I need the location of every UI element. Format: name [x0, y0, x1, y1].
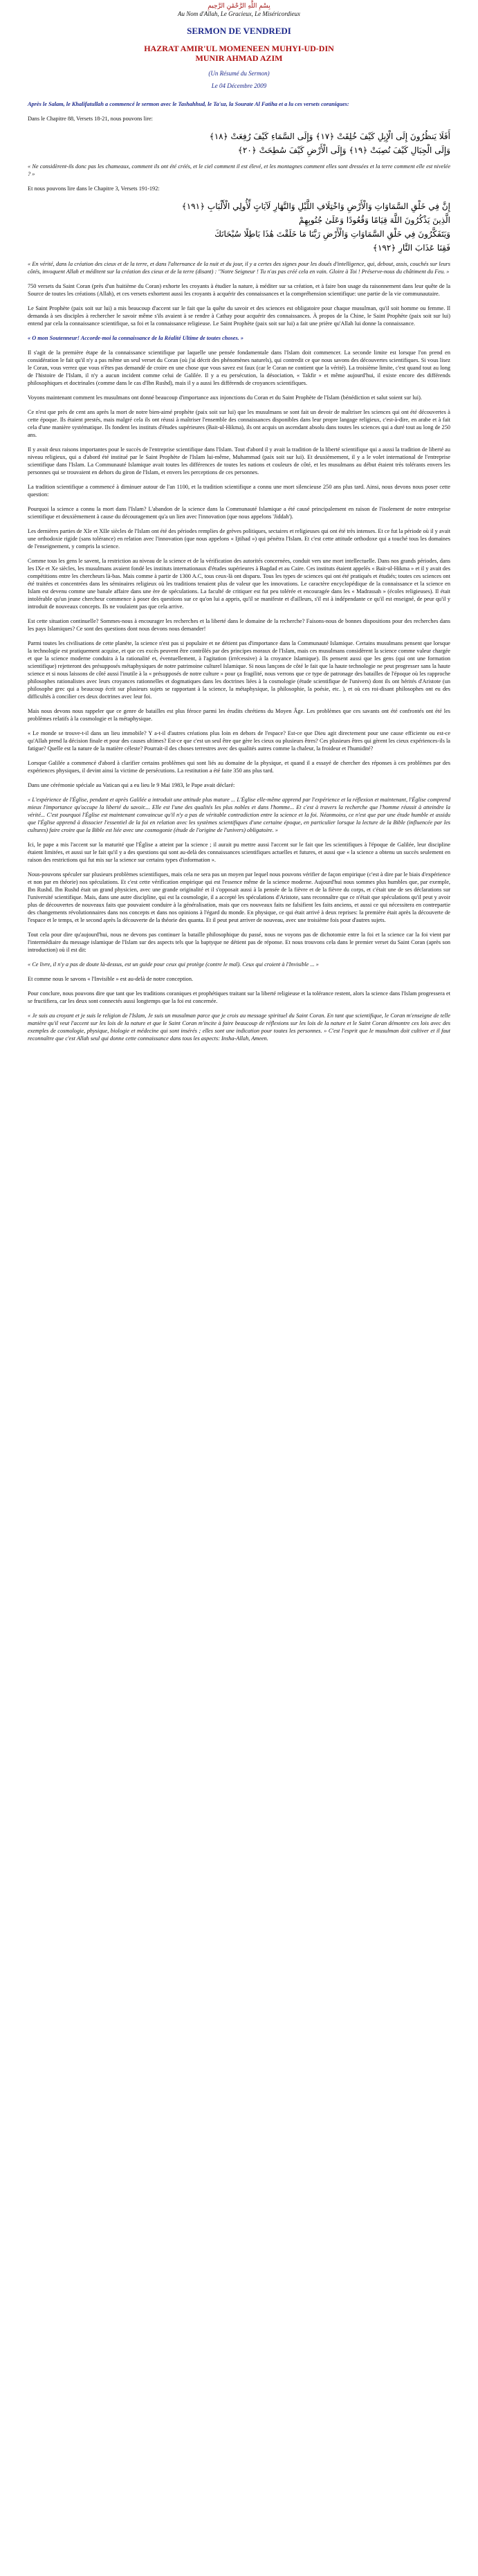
bismillah: بِسْمِ اللَّهِ الرَّحْمَٰنِ الرَّحِيمِ — [208, 3, 270, 10]
sermon-paragraph: La tradition scientifique a commencé à diminuer autour de l'an 1100, et la tradition scientifique a connu une mort silencieuse 250 ans plus tard. Ainsi, nous devons nous poser cette question: — [28, 484, 450, 498]
sermon-paragraph: Nous-pouvons spéculer sur plusieurs problèmes scientifiques, mais cela ne sera pas un moyen par lequel nous pouvons vérifier de façon empirique (c'est à dire par le biais d'expérience et non par en théorie) nos spéculations. Et c'est cette vérification empirique qui est l'essence même de la science moderne. Aujourd'hui nous sommes plus humbles que, par exemple, Ibn Rushd. Ibn Rushd était un grand physicien, avec une grande originalité et il s'opposait aussi à la pensée de la fièvre et de la fièvre du corps, et c'était une de ses déclarations sur l'université scientifique. Mais, dans une autre discipline, qui est la cosmologie, il a accepté les spéculations d'Aristote, sans reconnaître que ce n'était que spéculations qu'il peut y avoir plus de découvertes de nouveaux faits que pouvaient conduire à la généralisation, mais que ces nouveaux faits ne falsifient les faits anciens, et aussi ce qui nécessitera en contrepartie des changements révolutionnaires dans nos concepts et dans nos opinions à l'égard du monde. En physique, ce qui était arrivé à deux reprises: la première était après la découverte de l'espace et le temps, et le second après la découverte de la théorie des quanta. Et il peut peut arriver de nouveau, avec une troisième fois pour d'autres sujets. — [28, 871, 450, 923]
sermon-paragraph: Le Saint Prophète (paix soit sur lui) a mis beaucoup d'accent sur le fait que la quête du savoir et des sciences est obligatoire pour chaque musulman, qu'il soit homme ou femme. Il demanda à ses disciples à rechercher le savoir même s'ils avaient à se rendre à Cathay pour acquérir des connaissances. À propos de la Chine, le Saint Prophète (paix soit sur lui) entend par cela la connaissance scientifique, sa foi et la connaissance religieuse. Le Saint Prophète (paix soit sur lui) a fait une prière qu'Allah lui donne la connaissance. — [28, 305, 450, 327]
sermon-paragraph: Comme tous les gens le savent, la restriction au niveau de la science et de la vérification des autorités concernées, conduit vers une mort intellectuelle. Dans nos grands périodes, dans les IXe et Xe siècles, les musulmans avaient fondé les instituts internationaux d'études supérieures à Bagdad et au Caire. Ces instituts étaient appelés « Bait-ul-Hikma » et il y avait des compétitions entre les chercheurs là-bas. Mais comme à partir de 1300 A.C, tous ceux-là ont disparu. Tous les types de sciences qui ont été pratiqués et étudiés; toutes ces sciences ont été traitées et concentrées dans les séminaires religieux où les traditions tenaient plus de valeur que les innovations. Le caractère encyclopédique de la connaissance et la science en Islam est devenu comme une banale affaire dans une ère de spéculations. La faculté de critiquer est fut peu tolérée et encouragée dans les « Madrassah » (écoles religieuses). Il était intolérable qu'un jeune chercheur commence à poser des questions sur ce qu'on lui a appris, qu'il se manifeste et d'ailleurs, s'il est à indépendante ce qu'il est enseigné, de peur qu'il y introduit de nouveaux concepts. Ils ne voulaient pas que cela arrive. — [28, 558, 450, 610]
sermon-paragraph: « L'expérience de l'Église, pendant et après Galilée a introduit une attitude plus mature ... L'Église elle-même apprend par l'expérience et la réflexion et maintenant, l'Église comprend mieux l'importance qu'occupe la liberté du savoir.... Elle est l'une des qualités les plus nobles et dans l'homme... Et c'est à travers la recherche que l'homme réussit à atteindre la vérité... C'est pourquoi l'Église est maintenant convaincue qu'il n'y a pas de véritable contradiction entre la science et la foi. Néanmoins, ce n'est que par une étude humble et assidu que l'Église apprend à dissocier l'essentiel de la foi en relation avec les systèmes scientifiques d'une certaine époque, en particulier lorsque la lecture de la Bible (influencée par les cultures) faire croire que la Bible est liée avec une cosmogonie (étude de l'origine de l'univers) obligatoire. » — [28, 797, 450, 833]
sermon-paragraph: Est cette situation continuelle? Sommes-nous à encourager les recherches et la liberté dans le domaine de la recherche? Faisons-nous de bonnes dispositions pour des recherches dans les pays Islamiques? Ce sont des questions dont nous devons nous demander! — [28, 618, 450, 632]
quote-88: « Ne considèrent-ils donc pas les chameaux, comment ils ont été créés, et le ciel comment il est élevé, et les montagnes comment elles sont dressées et la terre comment elle est nivelée ? » — [28, 163, 450, 177]
quote-3: « En vérité, dans la création des cieux et de la terre, et dans l'alternance de la nuit et du jour, il y a certes des signes pour les doués d'intelligence, qui, debout, assis, couchés sur leurs côtés, invoquent Allah et méditent sur la création des cieux et de la terre (disant) : "Notre Seigneur ! Tu n'as pas créé cela en vain. Gloire à Toi ! Préserve-nous du châtiment du Feu. » — [28, 261, 450, 275]
arabic-line: فَقِنَا عَذَابَ النَّارِ ﴿١٩٢﴾ — [372, 243, 450, 253]
speaker-line-2: MUNIR AHMAD AZIM — [195, 53, 283, 63]
sermon-date: Le 04 Décembre 2009 — [211, 82, 267, 89]
sermon-paragraph: Mais nous devons nous rappeler que ce genre de batailles est plus féroce parmi les érudits chrétiens du Moyen Âge. Les problèmes que ces savants ont été confrontés ont été les problèmes relatifs à la cosmologie et la métaphysique. — [28, 708, 450, 722]
sermon-paragraph: Ici, le pape a mis l'accent sur la maturité que l'Église a atteint par la science ; il aurait pu mettre aussi l'accent sur le fait que les scientifiques à l'époque de Galilée, leur discipline étaient limitées, et aussi sur le fait qu'il y a des questions qui sont au-delà des connaissances scientifiques actuelles et futures, et aussi que « la science a obtenu un succès seulement en raison des restrictions qui fut mis sur la science sur certains types d'information ». — [28, 842, 450, 863]
sermon-paragraph: Pourquoi la science a connu la mort dans l'Islam? L'abandon de la science dans la Communauté Islamique a été causé principalement en raison de l'isolement de notre entreprise scientifique et deuxièmement à cause du découragement qu'a un lien avec l'innovation (que nous appelons 'Jiddah'). — [28, 506, 450, 520]
sermon-paragraph: Pour conclure, nous pouvons dire que tant que les traditions coraniques et prophétiques traitant sur la liberté religieuse et la tolérance restent, alors la science dans l'Islam progressera et se fructifiera, car les deux sont connectés aussi longtemps que la foi est concernée. — [28, 990, 450, 1004]
bismillah-translation: Au Nom d'Allah, Le Gracieux, Le Miséricordieux — [177, 10, 301, 17]
sermon-paragraph: Il s'agit de la première étape de la connaissance scientifique par laquelle une pensée fondamentale dans l'Islam doit commencer. La seconde limite est lorsque l'on prend en considération le fait qu'il n'y a pas même un seul verset du Coran (où j'ai décrit des phénomènes naturels), qui contredit ce que nous savons des découvertes scientifiques. Si vous lisez le Coran, vous verrez que vous n'êtes pas demandé de croire en une chose que vous savez est faux (car le Coran ne contient que la vérité). La troisième limite, c'est quand tout au long de l'histoire de l'Islam, il n'y a aucun incident comme celui de Galilée. Il y a eu persécution, la désociation, « Takfir » et même aujourd'hui, il existe encore des différends philosophiques et doctrinales (comme dans le cas d'Ibn Rushd), mais il y a aussi les différends de croyances scientifiques. — [28, 350, 450, 386]
arabic-line: وَيَتَفَكَّرُونَ فِي خَلْقِ السَّمَاوَاتِ وَالْأَرْضِ رَبَّنَا مَا خَلَقْتَ هَٰذَا بَاطِلًا سُبْحَانَكَ — [214, 229, 450, 239]
arabic-line: إِنَّ فِي خَلْقِ السَّمَاوَاتِ وَالْأَرْضِ وَاخْتِلَافِ اللَّيْلِ وَالنَّهَارِ لَآيَاتٍ لِّأُولِي الْأَلْبَابِ ﴿١٩١﴾ — [181, 201, 450, 211]
sermon-paragraph: « O mon Soutenneur! Accorde-moi la connaissance de la Réalité Ultime de toutes choses. » — [28, 335, 243, 341]
arabic-line: وَإِلَى الْجِبَالِ كَيْفَ نُصِبَتْ ﴿١٩﴾ وَإِلَى الْأَرْضِ كَيْفَ سُطِحَتْ ﴿٢٠﴾ — [237, 145, 450, 155]
page-title: SERMON DE VENDREDI — [187, 26, 291, 36]
sermon-paragraph: Tout cela pour dire qu'aujourd'hui, nous ne devons pas continuer la bataille philosophique du passé, nous ne voyons pas de dichotomie entre la foi et la science car la foi vient par l'intermédiaire du message islamique de l'Islam sur des aspects tels que la baptyque ne détient pas de réponse. Et nous trouvons cela dans le premier verset du Saint Coran (après son introduction) où il est dit: — [28, 932, 450, 953]
sermon-paragraph: 750 versets du Saint Coran (près d'un huitième du Coran) exhorte les croyants à étudier la nature, à méditer sur sa création, et à faire bon usage du raisonnement dans leur quête de la Source de toutes les créations (Allah), et ces versets exhortent aussi les croyants à acquérir des connaissances et la compréhension scientifique: une partie de la vie communautaire. — [28, 283, 450, 297]
sermon-paragraph: Et comme nous le savons « l'Invisible » est au-delà de notre conception. — [28, 976, 194, 982]
summary-label: (Un Résumé du Sermon) — [208, 70, 270, 77]
sermon-paragraph: Dans une cérémonie spéciale au Vatican qui a eu lieu le 9 Mai 1983, le Pape avait déclaré: — [28, 782, 235, 788]
sermon-paragraph: « Je suis au croyant et je suis le religion de l'Islam, Je suis un musulman parce que je crois au message spirituel du Saint Coran. En tant que scientifique, le Coran m'enseigne de telle manière qu'il veut l'accent sur les lois de la nature et que le Saint Coran m'incite à faire beaucoup de réflexions sur les lois de la nature et le Saint Coran démontre ces lois avec des exemples de cosmologie, physique, biologie et médecine qui sont insérés ; elles sont une indication pour toutes les personnes. » C'est l'esprit que le musulman doit cultiver et il faut reconnaître que c'est Allah seul qui donne cette connaissance dans tous les aspects: Insha-Allah, Ameen. — [28, 1013, 450, 1042]
chapter-88-intro: Dans le Chapitre 88, Versets 18-21, nous pouvons lire: — [28, 116, 153, 122]
sermon-paragraph: « Le monde se trouve-t-il dans un lieu immobile? Y a-t-il d'autres créations plus loin en dehors de l'espace? Est-ce que Dieu agit directement pour une cause efficiente ou est-ce qu'Allah prend la décision finale et pour des causes ultimes? Est-ce que c'est un seul être que gère les cieux ou plusieurs êtres? Ces plusieurs êtres qui gèrent les cieux expériences-ils la fatigue? Quelle est la nature de la matière céleste? Pourrait-il des choses terrestres avec des qualités autres comme la chaleur, la froideur et l'humidité? — [28, 730, 450, 752]
sermon-paragraph: Lorsque Galilée a commencé d'abord à clarifier certains problèmes qui sont liés au domaine de la physique, et quand il a essayé de chercher des réponses à ces problèmes par des expériences physiques, il devint ainsi la victime de persécutions. La restitution a été faite 350 ans plus tard. — [28, 760, 450, 774]
arabic-line: أَفَلَا يَنظُرُونَ إِلَى الْإِبِلِ كَيْفَ خُلِقَتْ ﴿١٧﴾ وَإِلَى السَّمَاءِ كَيْفَ رُفِعَتْ ﴿١٨﴾ — [209, 131, 450, 141]
speaker-line-1: HAZRAT AMIR'UL MOMENEEN MUHYI-UD-DIN — [144, 44, 334, 53]
sermon-body — [28, 282, 450, 1042]
sermon-paragraph: « Ce livre, il n'y a pas de doute là-dessus, est un guide pour ceux qui protège (contre le mal). Ceux qui croient à l'Invisible ... » — [28, 961, 319, 968]
sermon-paragraph: Les dernières parties de XIe et XIIe siècles de l'Islam ont été des périodes remplies de grèves politiques, sectaires et religieuses qui ont été très intenses. Et ce fut la période où il y avait une orthodoxie rigide (sans tolérance) en relation avec l'innovation (que nous appelons « Ijtihad ») qui pénétra l'Islam. Et c'est cette attitude orthodoxe qui a touché tous les domaines de l'enseignement, y compris la science. — [28, 528, 450, 550]
chapter-3-intro: Et nous pouvons lire dans le Chapitre 3, Versets 191-192: — [28, 185, 160, 192]
arabic-verses-3 — [28, 199, 450, 255]
sermon-paragraph: Parmi toutes les civilisations de cette planète, la science n'est pas si populaire et ne détient pas d'importance dans la Communauté Islamique. Certains musulmans pensent que lorsque la technologie est pratiquement acquise, et que ces excès peuvent être contrôlés par des principes moraux de l'Islam, mais ces musulmans considèrent la science comme valeur chargée et que la science moderne conduira à la rationalité et, éventuellement, à l'agitation (irrécessive) à la croyance Islamique). Ils pensent aussi que les gens (qui ont une formation scientifique) rejetteront des présupposés métaphysiques de notre patrimoine culturel Islamique. Si nous lançons de côté le fait que la haute technologie ne peut progresser sans la haute science et si nous laissons de côté aussi l'inutile à la « présupposés de notre culture » pour ça fragilité, nous verrons que ce type de patronage des batailles de l'époque où les rapproche philosophes rationalistes avec leurs croyances rationnelles et dogmatiques dans les doctrines liées à la cosmologie (étude scientifique de l'univers) dont ils ont hérités d'Aristote (un philosophe grec qui a beaucoup écrit sur plusieurs sujets se rapportant à la science, la métaphysique, la philosophie, la poésie, etc. ), et où ces roi-disant philosophes ont eu des difficultés à concilier ces deux doctrines avec leur foi. — [28, 640, 450, 700]
arabic-line: الَّذِينَ يَذْكُرُونَ اللَّهَ قِيَامًا وَقُعُودًا وَعَلَىٰ جُنُوبِهِمْ — [299, 215, 450, 225]
sermon-page — [0, 0, 478, 1049]
sermon-paragraph: Voyons maintenant comment les musulmans ont donné beaucoup d'importance aux injonctions du Coran et du Saint Prophète de l'Islam (bénédiction et salut soient sur lui). — [28, 394, 422, 401]
intro-paragraph: Après le Salam, le Khalifatullah a commencé le sermon avec le Tashahhud, le Ta'uz, la Sourate Al Fatiha et a lu ces versets coraniques: — [28, 101, 349, 107]
arabic-verses-88 — [28, 129, 450, 157]
sermon-paragraph: Ce n'est que près de cent ans après la mort de notre bien-aimé prophète (paix soit sur lui) que les musulmans se sont fait un devoir de maîtriser les sciences qui ont été découvertes à cette époque. Ils étaient prestés, mais malgré cela ils ont réussi à maîtriser l'ensemble des connaissances disponibles dans leur propre langage religieux, c'est-à-dire, en arabe et à fait cela d'une manière systématique. Ils fondent les instituts d'études supérieures (Bait-ul-Hikma), ils ont acquis un ascendant absolu dans toutes les sciences qui a duré tout au long de 250 ans. — [28, 409, 450, 438]
sermon-paragraph: Il y avait deux raisons importantes pour le succès de l'entreprise scientifique dans l'Islam. Tout d'abord il y avait la tradition de la liberté scientifique qui a aussi la tradition de liberté au niveau religieux, qui a d'abord été institué par le Saint Prophète de l'Islam lui-même, Muhammad (paix soit sur lui). Et deuxièmement, il y a le volet international de l'entreprise scientifique dans l'Islam. La Communauté Islamique avait toutes les différences de toutes les nations et couleurs de côté, et les musulmans au début étaient très tolérants envers les personnes qui se trouvaient en dehors du giron de l'Islam, et envers les perceptions de ces personnes. — [28, 446, 450, 475]
